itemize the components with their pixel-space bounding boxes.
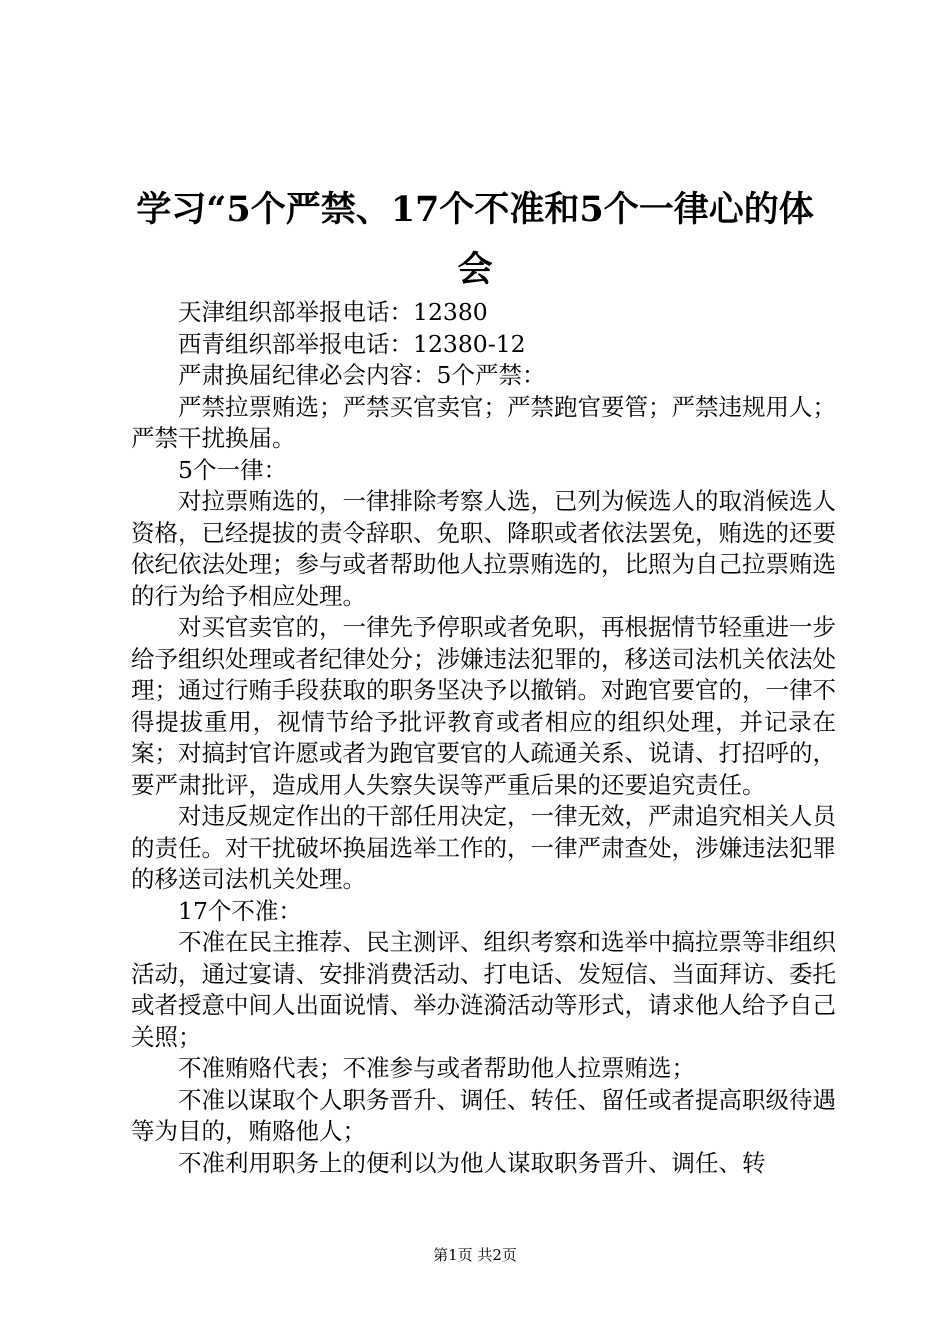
paragraph-five-prohibitions: 严禁拉票贿选；严禁买官卖官；严禁跑官要管；严禁违规用人；严禁干扰换届。 — [131, 392, 836, 452]
paragraph-xiqing-hotline: 西青组织部举报电话：12380-12 — [178, 329, 526, 358]
paragraph-rule-vote-buying: 对拉票贿选的，一律排除考察人选，已列为候选人的取消候选人资格，已经提拔的责令辞职、免职、降职或者依法罢免，贿选的还要依纪依法处理；参与或者帮助他人拉票贿选的，比照为自己拉票贿选的行为给予相应处理。 — [131, 487, 836, 610]
heading-five-rules: 5个一律： — [178, 455, 287, 484]
heading-seventeen-bans: 17个不准： — [178, 896, 302, 925]
paragraph-ban-bribing-delegates: 不准贿赂代表；不准参与或者帮助他人拉票贿选； — [178, 1054, 695, 1082]
document-title: 学习“5个严禁、17个不准和5个一律心的体会 — [136, 189, 814, 290]
paragraph-rule-office-buying: 对买官卖官的，一律先予停职或者免职，再根据情节轻重进一步给予组织处理或者纪律处分；涉嫌违法犯罪的，移送司法机关依法处理；通过行贿手段获取的职务坚决予以撤销。对跑官要官的，一律不得提拔重用，视情节给予批评教育或者相应的组织处理，并记录在案；对搞封官许愿或者为跑官要官的人疏通关系、说请、打招呼的，要严肃批评，造成用人失察失误等严重后果的还要追究责任。 — [131, 613, 836, 799]
paragraph-ban-bribing-for-promotion: 不准以谋取个人职务晋升、调任、转任、留任或者提高职级待遇等为目的，贿赂他人； — [131, 1085, 836, 1145]
paragraph-discipline-intro: 严肃换届纪律必会内容：5个严禁： — [178, 361, 546, 389]
page-footer: 第1页 共2页 — [433, 1246, 517, 1264]
paragraph-ban-abuse-of-office: 不准利用职务上的便利以为他人谋取职务晋升、调任、转 — [178, 1148, 766, 1177]
paragraph-rule-invalid-appointments: 对违反规定作出的干部任用决定，一律无效，严肃追究相关人员的责任。对干扰破坏换届选举工作的，一律严肃查处，涉嫌违法犯罪的移送司法机关处理。 — [131, 802, 836, 893]
paragraph-ban-canvassing: 不准在民主推荐、民主测评、组织考察和选举中搞拉票等非组织活动，通过宴请、安排消费活动、打电话、发短信、当面拜访、委托或者授意中间人出面说情、举办涟漪活动等形式，请求他人给予自己关照； — [131, 928, 836, 1051]
document-body — [131, 297, 836, 1179]
paragraph-tianjin-hotline: 天津组织部举报电话：12380 — [178, 298, 488, 326]
